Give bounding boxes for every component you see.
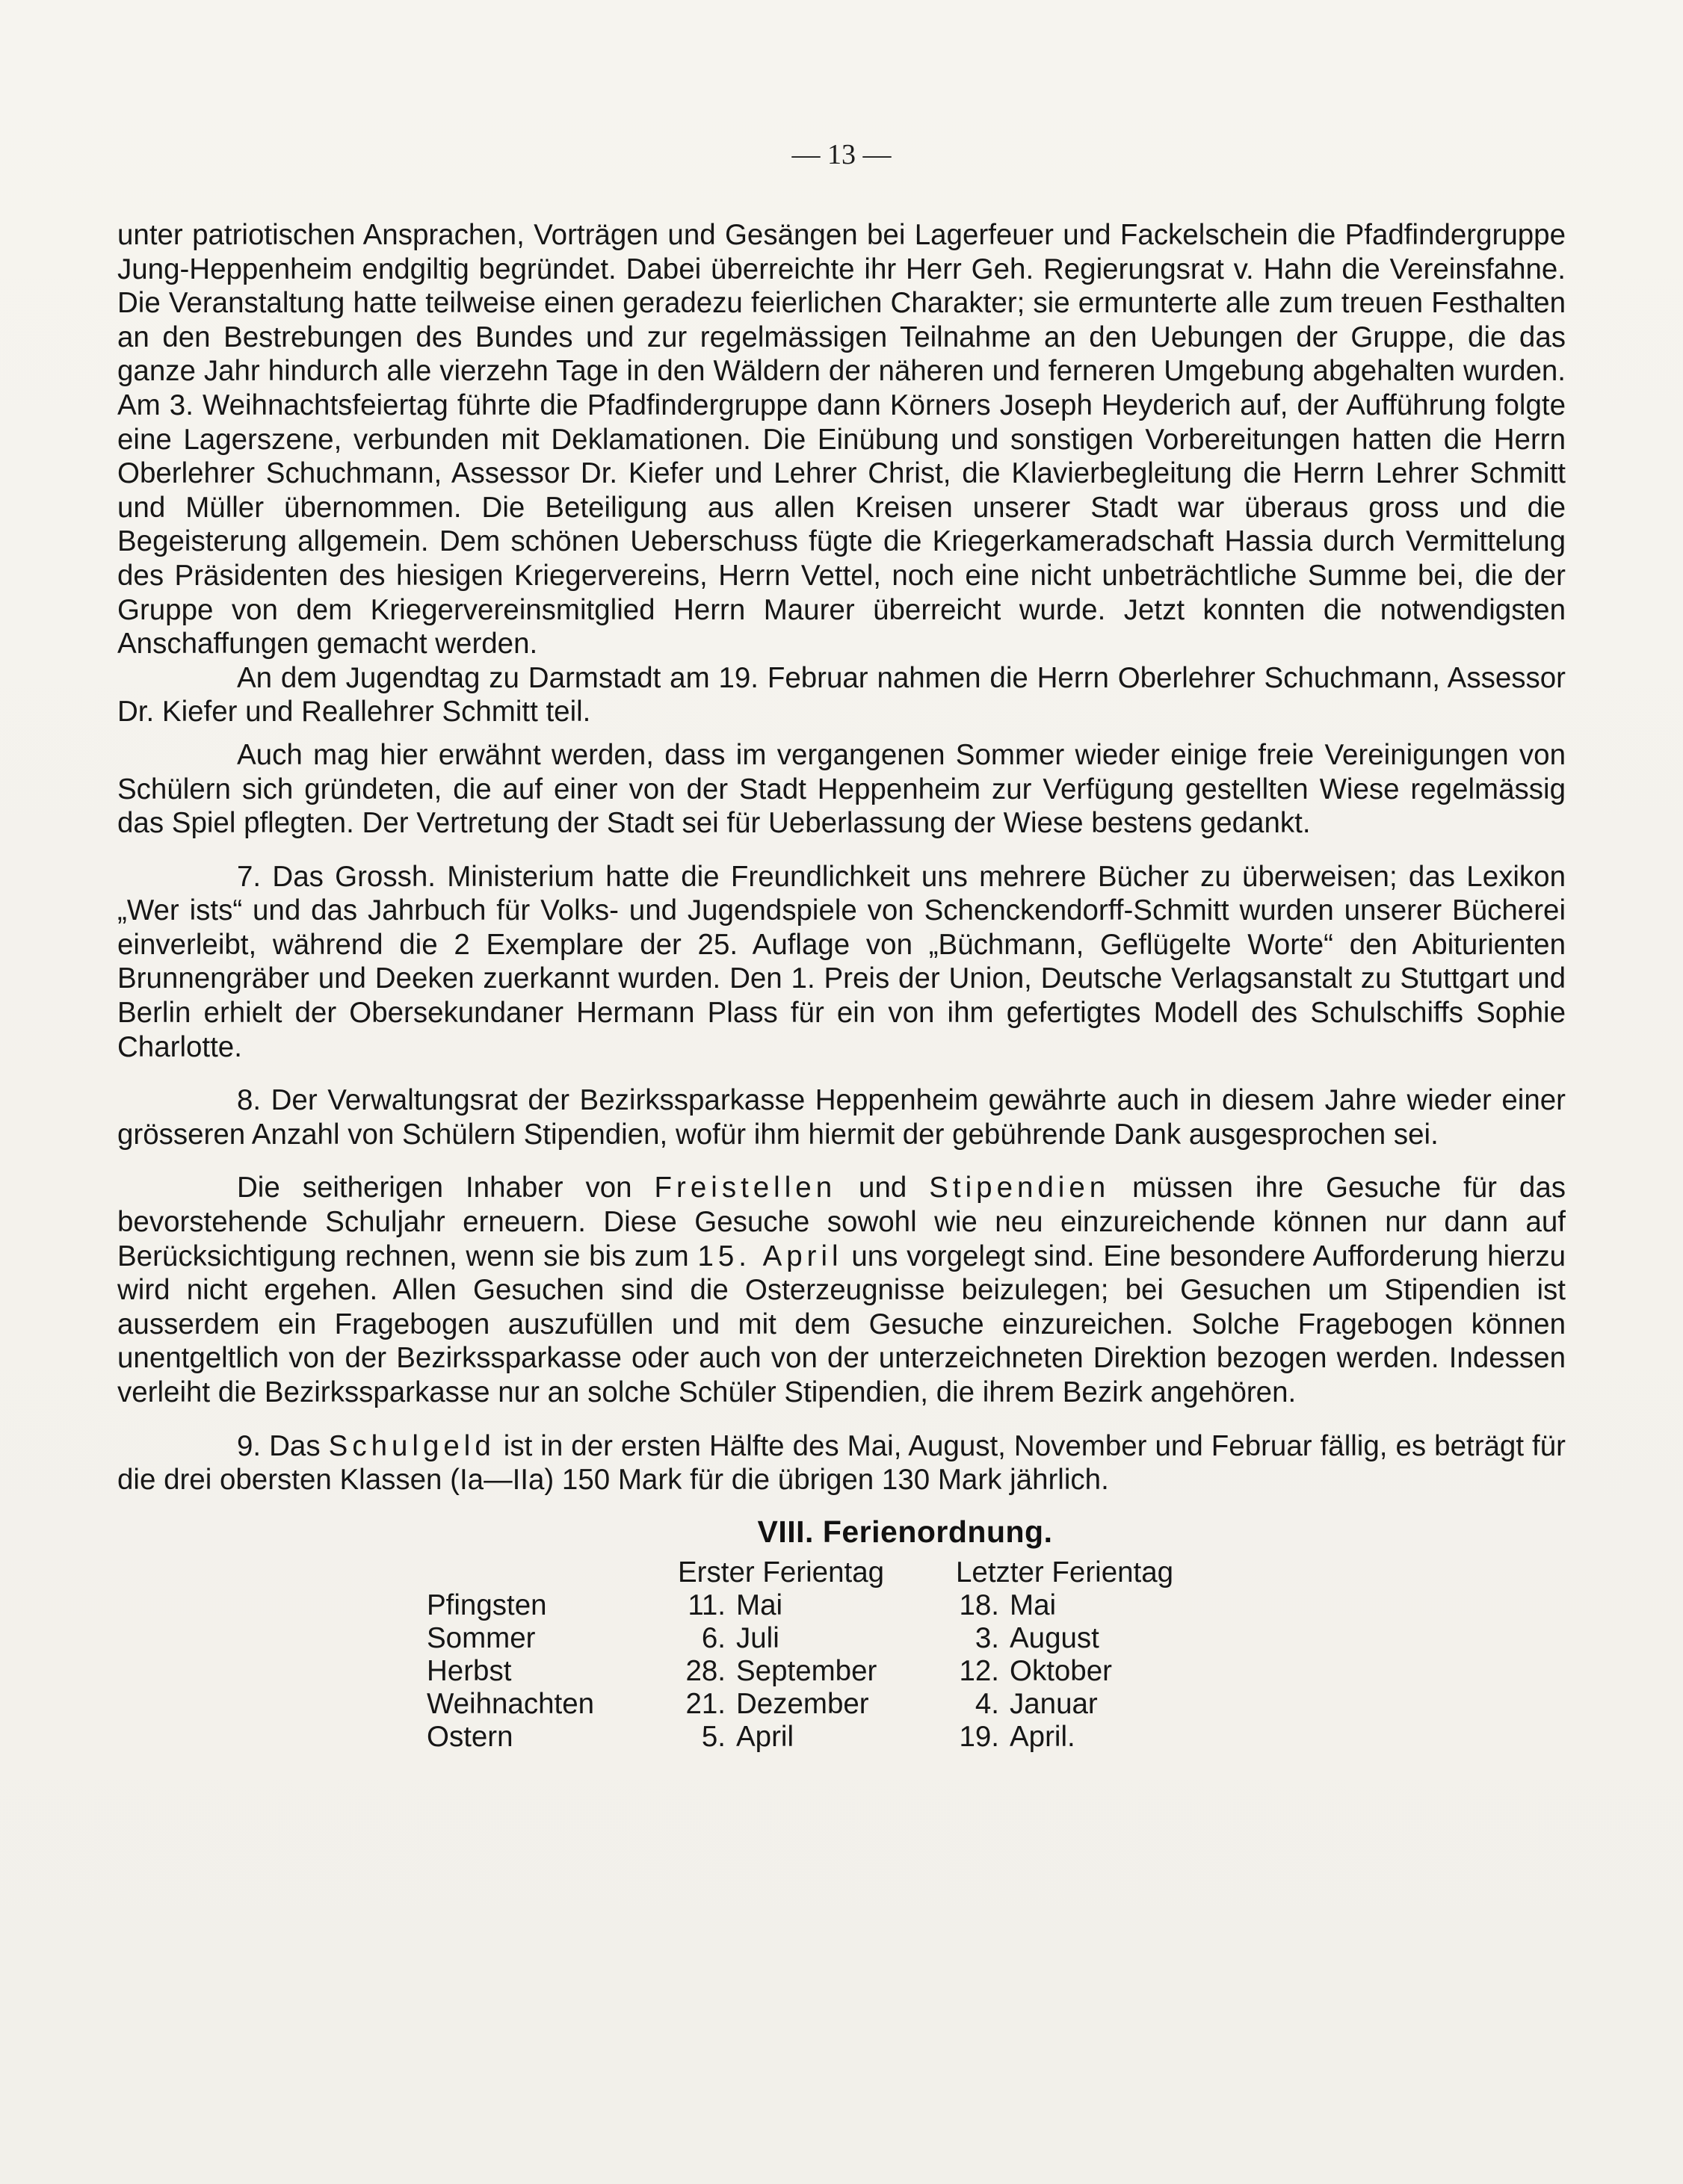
first-day-number: 6. (701, 1622, 726, 1655)
first-day-month: April (736, 1721, 794, 1754)
vacation-table-header (427, 1556, 1225, 1589)
paragraph-pfadfinder: unter patriotischen Ansprachen, Vorträgen und Gesängen bei Lagerfeuer und Fackelschein die Pfadfindergruppe Jung-Heppenheim endgiltig begründet. Dabei überreichte ihr Herr Geh. Regierungsrat v. Hahn die Vereinsfahne. Die Veranstaltung hatte teilweise einen geradezu feierlichen Charakter; sie ermunterte alle zum treuen Festhalten an den Bestrebungen des Bundes und zur regelmässigen Teilnahme an den Uebungen der Gruppe, die das ganze Jahr hindurch alle vierzehn Tage in den Wäldern der näheren und ferneren Umgebung abgehalten wurden. Am 3. Weihnachtsfeiertag führte die Pfadfindergruppe dann Körners Joseph Heyderich auf, der Aufführung folgte eine Lagerszene, verbunden mit Deklamationen. Die Einübung und sonstigen Vorbereitungen hatten die Herrn Oberlehrer Schuchmann, Assessor Dr. Kiefer und Lehrer Christ, die Klavierbegleitung die Herrn Lehrer Schmitt und Müller übernommen. Die Beteiligung aus allen Kreisen unserer Stadt war überaus gross und die Begeisterung allgemein. Dem schönen Ueberschuss fügte die Kriegerkameradschaft Hassia durch Vermittelung des Präsidenten des hiesigen Kriegervereins, Herrn Vettel, noch eine nicht unbeträchtliche Summe bei, die der Gruppe von dem Kriegervereinsmitglied Herrn Maurer überreicht wurde. Jetzt konnten die notwendigsten Anschaffungen gemacht werden. (117, 219, 1566, 661)
paragraph-schulgeld (117, 1429, 1566, 1497)
holiday-name: Ostern (427, 1721, 513, 1754)
table-row (427, 1688, 1225, 1721)
holiday-name: Pfingsten (427, 1589, 547, 1622)
first-day-month: Dezember (736, 1688, 869, 1721)
last-day-cell (947, 1721, 1225, 1754)
first-day-number: 11. (688, 1589, 726, 1622)
table-row (427, 1721, 1225, 1754)
first-day-number: 21. (685, 1688, 726, 1721)
section-heading-ferienordnung: VIII. Ferienordnung. (757, 1514, 1053, 1549)
first-day-month: Mai (736, 1589, 783, 1622)
paragraph-vereinigungen: Auch mag hier erwähnt werden, dass im vergangenen Sommer wieder einige freie Vereinigungen von Schülern sich gründeten, die auf einer von der Stadt Heppenheim zur Verfügung gestellten Wiese regelmässig das Spiel pflegten. Der Vertretung der Stadt sei für Ueberlassung der Wiese bestens gedankt. (117, 738, 1566, 840)
first-day-cell (673, 1589, 947, 1622)
table-row (427, 1655, 1225, 1688)
first-day-cell (673, 1622, 947, 1655)
page-number: — 13 — (791, 139, 892, 170)
emphasis-deadline: 15. April (697, 1240, 843, 1272)
emphasis-freistellen: Freistellen (654, 1172, 837, 1204)
holiday-name: Weihnachten (427, 1688, 595, 1721)
last-day-month: Mai (1010, 1589, 1057, 1622)
text-segment: müssen ihre Gesuche für das bevorstehende Schuljahr erneuern. Diese Gesuche sowohl wie neu einzureichende können nur dann auf Berücksichtigung rechnen, wenn sie bis zum (117, 1172, 1566, 1272)
emphasis-stipendien: Stipendien (929, 1172, 1111, 1204)
paragraph-jugendtag: An dem Jugendtag zu Darmstadt am 19. Februar nahmen die Herrn Oberlehrer Schuchmann, Assessor Dr. Kiefer und Reallehrer Schmitt teil. (117, 661, 1566, 728)
paragraph-freistellen (117, 1171, 1566, 1409)
first-day-month: September (736, 1655, 877, 1688)
last-day-month: Oktober (1010, 1655, 1112, 1688)
last-day-cell (947, 1655, 1225, 1688)
text-segment: ist in der ersten Hälfte des Mai, August, November und Februar fällig, es beträgt für die drei obersten Klassen (Ia—IIa) 150 Mark für die übrigen 130 Mark jährlich. (117, 1429, 1566, 1497)
first-day-cell (673, 1721, 947, 1754)
last-day-month: August (1010, 1622, 1099, 1655)
paragraph-buecher: 7. Das Grossh. Ministerium hatte die Freundlichkeit uns mehrere Bücher zu überweisen; das Lexikon „Wer ists“ und das Jahrbuch für Volks- und Jugendspiele von Schenckendorff-Schmitt wurden unserer Bücherei einverleibt, während die 2 Exemplare der 25. Auflage von „Büchmann, Geflügelte Worte“ den Abiturienten Brunnengräber und Deeken zuerkannt wurden. Den 1. Preis der Union, Deutsche Verlagsanstalt zu Stuttgart und Berlin erhielt der Obersekundaner Hermann Plass für ein von ihm gefertigtes Modell des Schulschiffs Sophie Charlotte. (117, 860, 1566, 1063)
text-segment: und (859, 1172, 907, 1204)
paragraph-stipendien-dank: 8. Der Verwaltungsrat der Bezirkssparkasse Heppenheim gewährte auch in diesem Jahre wieder einer grösseren Anzahl von Schülern Stipendien, wofür ihm hiermit der gebührende Dank ausgesprochen sei. (117, 1084, 1566, 1151)
header-first-day: Erster Ferientag (678, 1556, 885, 1589)
vacation-table (427, 1556, 1225, 1754)
table-row (427, 1622, 1225, 1655)
last-day-number: 19. (959, 1721, 999, 1754)
first-day-cell (673, 1688, 947, 1721)
first-day-number: 5. (701, 1721, 726, 1754)
text-segment: 9. Das (237, 1429, 321, 1462)
holiday-name: Sommer (427, 1622, 536, 1655)
table-row (427, 1589, 1225, 1622)
last-day-month: April. (1010, 1721, 1075, 1754)
last-day-cell (947, 1622, 1225, 1655)
last-day-number: 3. (975, 1622, 999, 1655)
emphasis-schulgeld: Schulgeld (328, 1429, 495, 1462)
last-day-month: Januar (1010, 1688, 1098, 1721)
first-day-number: 28. (685, 1655, 726, 1688)
main-text (117, 218, 1566, 1754)
header-last-day: Letzter Ferientag (956, 1556, 1174, 1589)
last-day-number: 4. (975, 1688, 999, 1721)
text-segment: Die seitherigen Inhaber von (237, 1172, 632, 1204)
holiday-name: Herbst (427, 1655, 512, 1688)
text-segment: uns vorgelegt sind. Eine besondere Aufforderung hierzu wird nicht ergehen. Allen Gesuchen sind die Osterzeugnisse beizulegen; bei Gesuchen um Stipendien ist ausserdem ein Fragebogen auszufüllen und mit dem Gesuche einzureichen. Solche Fragebogen können unentgeltlich von der Bezirkssparkasse oder auch von der unterzeichneten Direktion bezogen werden. Indessen verleiht die Bezirkssparkasse nur an solche Schüler Stipendien, die ihrem Bezirk angehören. (117, 1240, 1566, 1408)
first-day-cell (673, 1655, 947, 1688)
header-empty (427, 1556, 673, 1589)
last-day-number: 18. (959, 1589, 999, 1622)
last-day-cell (947, 1589, 1225, 1622)
first-day-month: Juli (736, 1622, 779, 1655)
last-day-number: 12. (959, 1655, 999, 1688)
last-day-cell (947, 1688, 1225, 1721)
